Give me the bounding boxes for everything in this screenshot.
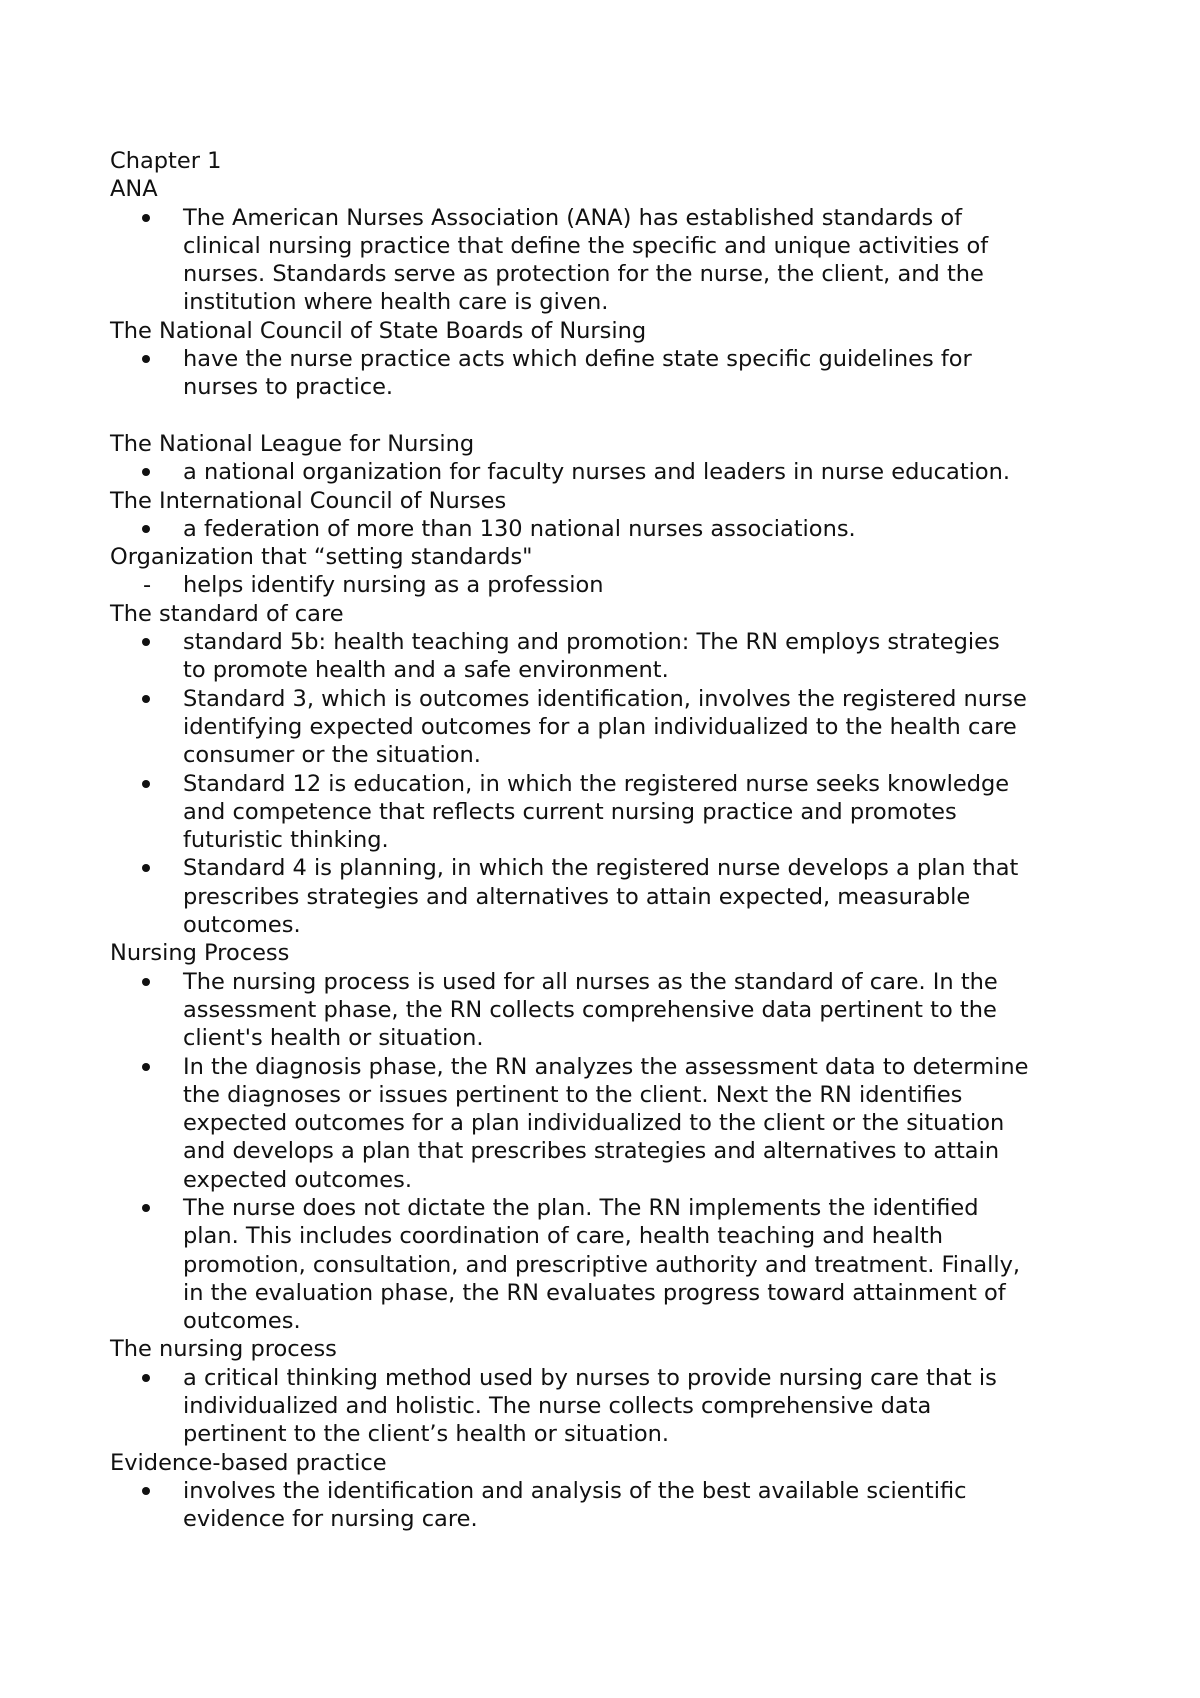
section-heading: The standard of care bbox=[110, 600, 344, 627]
list-item-text: promotion, consultation, and prescriptive authority and treatment. Finally, bbox=[183, 1251, 1021, 1278]
list-item-text: consumer or the situation. bbox=[183, 742, 481, 769]
section bbox=[110, 1335, 1110, 1448]
list-item-text: in the evaluation phase, the RN evaluates progress toward attainment of bbox=[183, 1279, 1006, 1306]
list-item bbox=[110, 1053, 1110, 1194]
dash-marker: - bbox=[143, 572, 152, 599]
list-item bbox=[110, 571, 1110, 599]
list-item-text: expected outcomes. bbox=[183, 1166, 412, 1193]
list-item-text: prescribes strategies and alternatives to attain expected, measurable bbox=[183, 883, 971, 910]
list-item-text: and competence that reflects current nursing practice and promotes bbox=[183, 798, 957, 825]
section-heading: Organization that “setting standards" bbox=[110, 544, 533, 571]
section-heading: The National League for Nursing bbox=[110, 430, 475, 457]
list-item-text: client's health or situation. bbox=[183, 1025, 484, 1052]
list-item-text: pertinent to the client’s health or situation. bbox=[183, 1421, 670, 1448]
list-item-text: individualized and holistic. The nurse collects comprehensive data bbox=[183, 1393, 932, 1420]
list-item-text: The American Nurses Association (ANA) has established standards of bbox=[183, 204, 963, 231]
list-item-text: standard 5b: health teaching and promotion: The RN employs strategies bbox=[183, 629, 1000, 656]
section bbox=[110, 317, 1110, 430]
list-item-text: nurses. Standards serve as protection for the nurse, the client, and the bbox=[183, 261, 984, 288]
list-item bbox=[110, 685, 1110, 770]
list-item-text: The nurse does not dictate the plan. The RN implements the identified bbox=[183, 1194, 979, 1221]
section-heading: Evidence-based practice bbox=[110, 1449, 387, 1476]
list-item-text: nurses to practice. bbox=[183, 374, 394, 401]
list-item-text: to promote health and a safe environment. bbox=[183, 657, 669, 684]
blank-line bbox=[110, 402, 1110, 430]
list-item-text: and develops a plan that prescribes strategies and alternatives to attain bbox=[183, 1138, 1000, 1165]
list-item-text: Standard 4 is planning, in which the registered nurse develops a plan that bbox=[183, 855, 1019, 882]
list-item bbox=[110, 345, 1110, 402]
list-item bbox=[110, 1477, 1110, 1534]
section bbox=[110, 430, 1110, 487]
section-heading: The National Council of State Boards of Nursing bbox=[110, 317, 647, 344]
list-item-text: have the nurse practice acts which define state specific guidelines for bbox=[183, 346, 972, 373]
list-item bbox=[110, 1194, 1110, 1335]
list-item-text: Standard 3, which is outcomes identification, involves the registered nurse bbox=[183, 685, 1027, 712]
section bbox=[110, 543, 1110, 600]
list-item-text: Standard 12 is education, in which the registered nurse seeks knowledge bbox=[183, 770, 1010, 797]
list-item bbox=[110, 204, 1110, 317]
section bbox=[110, 939, 1110, 1335]
list-item bbox=[110, 1364, 1110, 1449]
list-item-text: The nursing process is used for all nurses as the standard of care. In the bbox=[183, 968, 998, 995]
document-page bbox=[110, 147, 1110, 1534]
section-heading: The nursing process bbox=[110, 1336, 337, 1363]
list-item-text: plan. This includes coordination of care, health teaching and health bbox=[183, 1223, 944, 1250]
section bbox=[110, 1449, 1110, 1534]
list-item-text: involves the identification and analysis of the best available scientific bbox=[183, 1477, 967, 1504]
list-item-text: identifying expected outcomes for a plan individualized to the health care bbox=[183, 713, 1017, 740]
list-item-text: helps identify nursing as a profession bbox=[183, 572, 604, 599]
list-item-text: a critical thinking method used by nurses to provide nursing care that is bbox=[183, 1364, 997, 1391]
section-heading: ANA bbox=[110, 176, 158, 203]
list-item bbox=[110, 628, 1110, 685]
list-item bbox=[110, 515, 1110, 543]
list-item-text: a national organization for faculty nurses and leaders in nurse education. bbox=[183, 459, 1011, 486]
list-item bbox=[110, 968, 1110, 1053]
list-item bbox=[110, 770, 1110, 855]
section bbox=[110, 600, 1110, 940]
section bbox=[110, 487, 1110, 544]
section bbox=[110, 147, 1110, 317]
list-item-text: the diagnoses or issues pertinent to the client. Next the RN identifies bbox=[183, 1081, 963, 1108]
list-item-text: evidence for nursing care. bbox=[183, 1506, 478, 1533]
list-item-text: In the diagnosis phase, the RN analyzes the assessment data to determine bbox=[183, 1053, 1029, 1080]
section-heading: Chapter 1 bbox=[110, 148, 222, 174]
list-item-text: futuristic thinking. bbox=[183, 827, 389, 854]
list-item-text: institution where health care is given. bbox=[183, 289, 609, 316]
section-heading: The International Council of Nurses bbox=[110, 487, 507, 514]
list-item-text: clinical nursing practice that define the specific and unique activities of bbox=[183, 232, 989, 259]
list-item bbox=[110, 458, 1110, 486]
list-item-text: expected outcomes for a plan individualized to the client or the situation bbox=[183, 1110, 1005, 1137]
list-item-text: a federation of more than 130 national nurses associations. bbox=[183, 515, 856, 542]
list-item-text: outcomes. bbox=[183, 912, 301, 939]
list-item-text: assessment phase, the RN collects comprehensive data pertinent to the bbox=[183, 996, 997, 1023]
section-heading: Nursing Process bbox=[110, 940, 290, 967]
list-item bbox=[110, 854, 1110, 939]
list-item-text: outcomes. bbox=[183, 1308, 301, 1335]
